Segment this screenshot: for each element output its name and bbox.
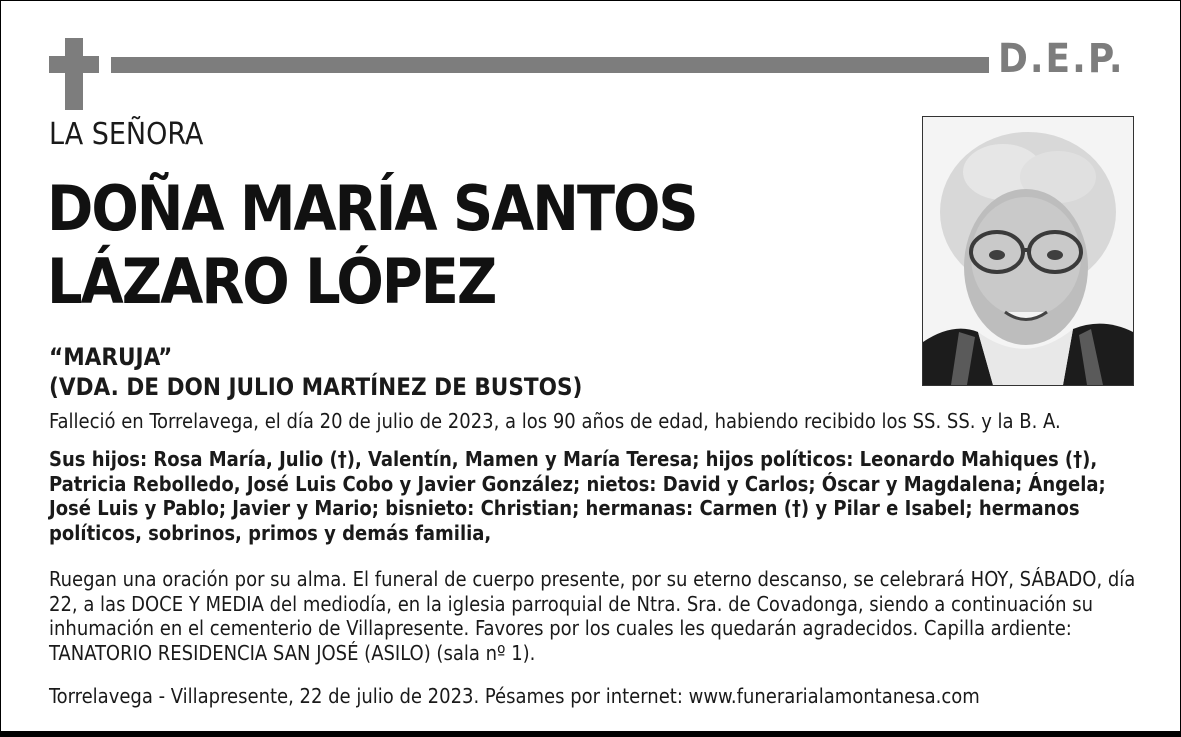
deceased-name [47,172,697,318]
name-line-2: LÁZARO LÓPEZ [47,245,496,318]
family-list: Sus hijos: Rosa María, Julio (†), Valentín, Mamen y María Teresa; hijos políticos: Leonardo Mahiques (†), Patricia Rebolledo, José Luis Cobo y Javier González; nietos: David y Carlos; Óscar y Magdalena; Ángela; José Luis y Pablo; Javier y Mario; bisnieto: Christian; hermanas: Carmen (†) y Pilar e Isabel; hermanos políticos, sobrinos, primos y demás familia, [49,447,1106,545]
widow-of: (VDA. DE DON JULIO MARTÍNEZ DE BUSTOS) [49,373,583,401]
funeral-details: Ruegan una oración por su alma. El funeral de cuerpo presente, por su eterno descanso, se celebrará HOY, SÁBADO, día 22, a las DOCE Y MEDIA del mediodía, en la iglesia parroquial de Ntra. Sra. de Covadonga, siendo a continuación su inhumación en el cementerio de Villapresente. Favores por los cuales les quedarán agradecidos. Capilla ardiente: TANATORIO RESIDENCIA SAN JOSÉ (ASILO) (sala nº 1). [49,567,1136,665]
notice-footer: Torrelavega - Villapresente, 22 de julio de 2023. Pésames por internet: www.funerarialamontanesa.com [49,684,980,708]
nickname-block [49,342,582,402]
nickname: “MARUJA” [49,343,173,371]
name-line-1: DOÑA MARÍA SANTOS [47,172,697,245]
cross-icon [49,38,99,110]
header-rule [111,57,989,73]
portrait-photo [922,116,1134,386]
death-statement: Falleció en Torrelavega, el día 20 de julio de 2023, a los 90 años de edad, habiendo recibido los SS. SS. y la B. A. [49,409,1061,433]
dep-label: D.E.P. [998,36,1125,82]
honorific-title: LA SEÑORA [49,117,204,152]
